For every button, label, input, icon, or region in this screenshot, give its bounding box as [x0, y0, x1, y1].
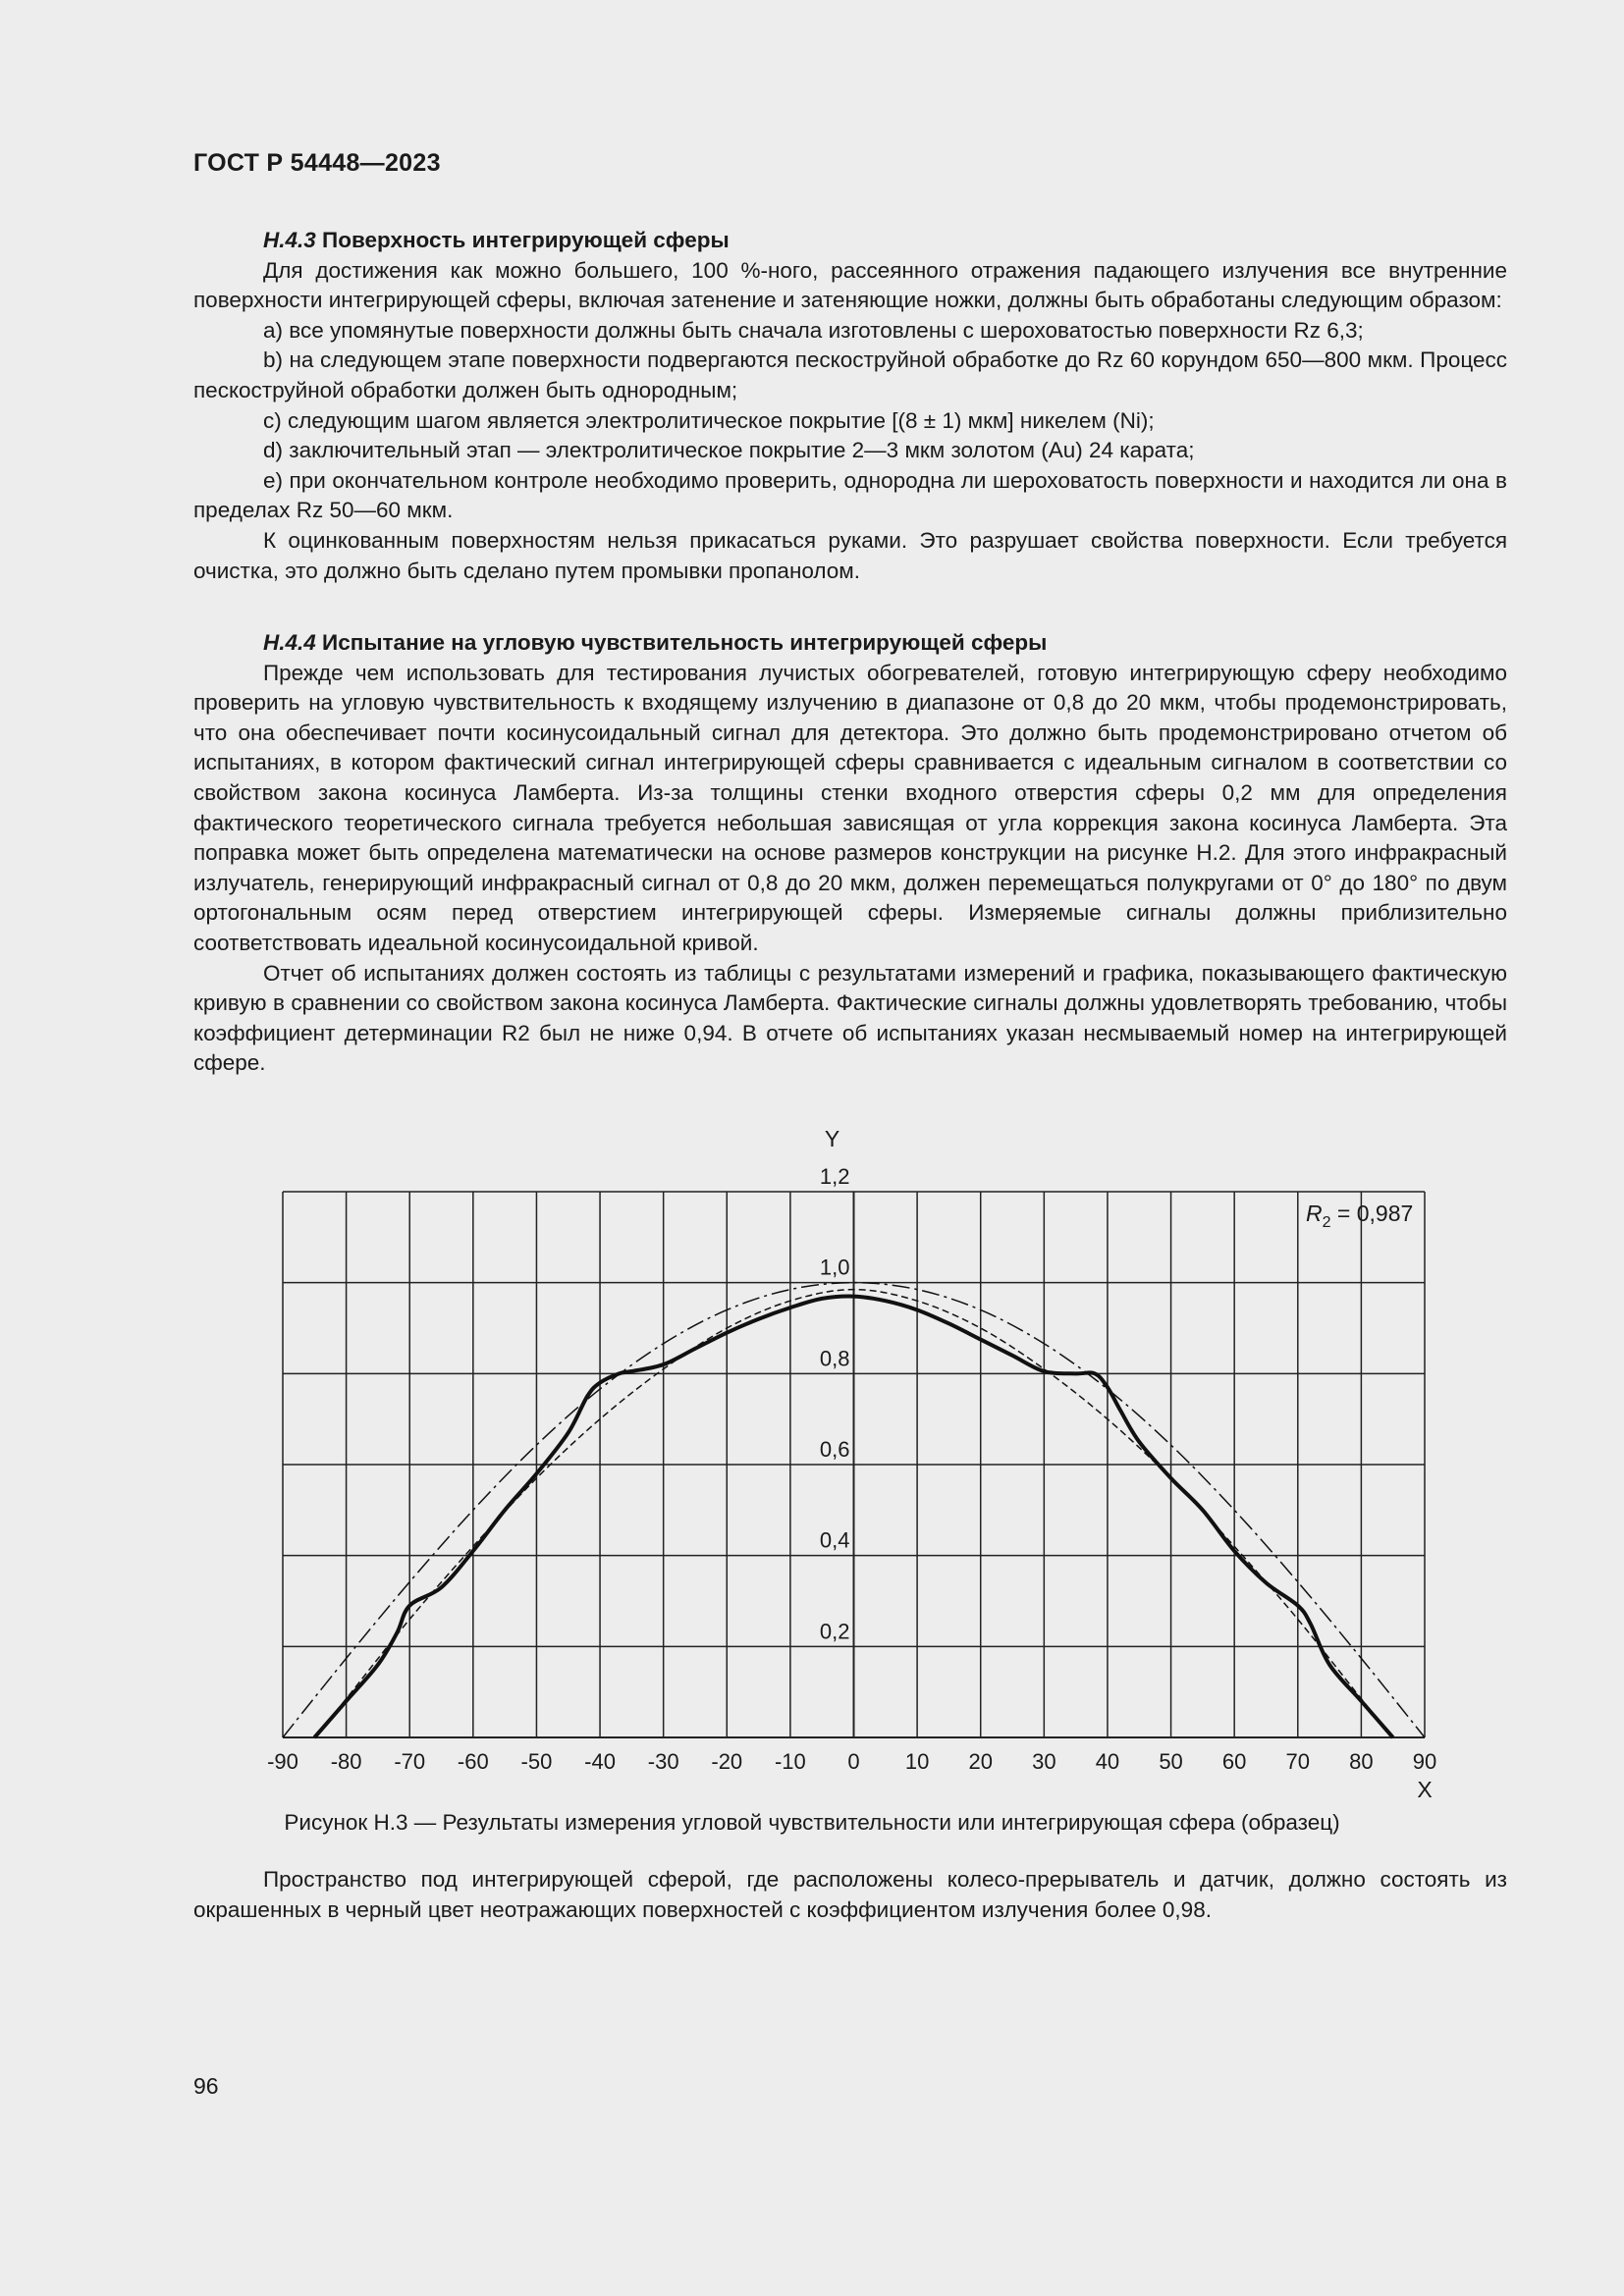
y-tick-label: 0,4 — [819, 1527, 850, 1553]
list-item: b) на следующем этапе поверхности подвергаются пескоструйной обработке до Rz 60 корундом 650—800 мкм. Процесс пескоструйной обработки должен быть однородным; — [193, 347, 1507, 402]
page-number: 96 — [193, 2073, 219, 2099]
paragraph: Пространство под интегрирующей сферой, где расположены колесо-прерыватель и датчик, должно состоять из окрашенных в черный цвет неотражающих поверхностей с коэффициентом излучения более 0,98. — [193, 1867, 1507, 1922]
figure-caption: Рисунок Н.3 — Результаты измерения угловой чувствительности или интегрирующая сфера (образец) — [284, 1810, 1340, 1835]
paragraph: Отчет об испытаниях должен состоять из таблицы с результатами измерений и графика, показывающего фактическую кривую в сравнении со свойством закона косинуса Ламберта. Фактические сигналы должны удовлетворять требованию, чтобы коэффициент детерминации R2 был не ниже 0,94. В отчете об испытаниях указан несмываемый номер на интегрирующей сфере. — [193, 960, 1507, 1076]
x-tick-label: 30 — [1032, 1749, 1056, 1774]
x-tick-label: -30 — [647, 1749, 679, 1774]
x-tick-label: 40 — [1095, 1749, 1120, 1774]
section-title: Испытание на угловую чувствительность интегрирующей сферы — [322, 630, 1048, 655]
x-tick-label: -80 — [330, 1749, 362, 1774]
section-title: Поверхность интегрирующей сферы — [322, 228, 730, 252]
x-tick-label: 0 — [847, 1749, 860, 1774]
x-tick-label: -90 — [267, 1749, 298, 1774]
y-axis-label: Y — [824, 1126, 840, 1151]
x-tick-label: 50 — [1159, 1749, 1183, 1774]
paragraph: Для достижения как можно большего, 100 %-ного, рассеянного отражения падающего излучения все внутренние поверхности интегрирующей сферы, включая затенение и затеняющие ножки, должны быть обработаны следующим образом: — [193, 257, 1507, 313]
x-tick-label: -10 — [774, 1749, 806, 1774]
list-item: e) при окончательном контроле необходимо проверить, однородна ли шероховатость поверхности и находится ли она в пределах Rz 50—60 мкм. — [193, 467, 1507, 523]
section-closing — [193, 1865, 1507, 1925]
x-tick-label: 70 — [1285, 1749, 1311, 1774]
x-tick-label: 20 — [968, 1749, 993, 1774]
x-axis-label: X — [1417, 1777, 1433, 1802]
x-tick-label: 80 — [1349, 1749, 1374, 1774]
document-header: ГОСТ Р 54448—2023 — [193, 149, 441, 177]
y-tick-label: 1,0 — [819, 1255, 850, 1280]
list-item: a) все упомянутые поверхности должны быть сначала изготовлены с шероховатостью поверхности Rz 6,3; — [263, 317, 1364, 343]
section-number: Н.4.4 — [263, 630, 316, 655]
y-tick-label: 0,8 — [819, 1346, 850, 1371]
x-tick-label: 90 — [1412, 1749, 1437, 1774]
x-tick-label: 10 — [904, 1749, 930, 1774]
x-tick-label: 60 — [1221, 1749, 1247, 1774]
y-tick-label: 1,2 — [819, 1164, 850, 1189]
x-tick-label: -20 — [711, 1749, 743, 1774]
list-item: d) заключительный этап — электролитическое покрытие 2—3 мкм золотом (Au) 24 карата; — [263, 438, 1195, 463]
x-tick-label: -40 — [584, 1749, 616, 1774]
x-tick-label: -50 — [520, 1749, 553, 1774]
y-tick-label: 0,6 — [819, 1437, 850, 1462]
x-tick-label: -70 — [394, 1749, 426, 1774]
section-number: Н.4.3 — [263, 228, 316, 252]
x-tick-label: -60 — [457, 1749, 489, 1774]
paragraph: К оцинкованным поверхностям нельзя прикасаться руками. Это разрушает свойства поверхности. Если требуется очистка, это должно быть сделано путем промывки пропанолом. — [193, 527, 1507, 583]
y-tick-label: 0,2 — [819, 1619, 850, 1644]
paragraph: Прежде чем использовать для тестирования лучистых обогревателей, готовую интегрирующую сферу необходимо проверить на угловую чувствительность к входящему излучению в диапазоне от 0,8 до 20 мкм, чтобы продемонстрировать, что она обеспечивает почти косинусоидальный сигнал для детектора. Это должно быть продемонстрировано отчетом об испытаниях, в котором фактический сигнал интегрирующей сферы сравнивается с идеальным сигналом в соответствии со свойством закона косинуса Ламберта. Из-за толщины стенки входного отверстия сферы 0,2 мм для определения фактического теоретического сигнала требуется небольшая зависящая от угла коррекция закона косинуса Ламберта. Эта поправка может быть определена математически на основе размеров конструкции на рисунке Н.2. Для этого инфракрасный излучатель, генерирующий инфракрасный сигнал от 0,8 до 20 мкм, должен перемещаться полукругами от 0° до 180° по двум ортогональным осям перед отверстием интегрирующей сферы. Измеряемые сигналы должны приблизительно соответствовать идеальной косинусоидальной кривой. — [193, 660, 1507, 955]
list-item: c) следующим шагом является электролитическое покрытие [(8 ± 1) мкм] никелем (Ni); — [263, 407, 1155, 433]
r2-annotation: $R_2 = 0,987$ — [1306, 1201, 1414, 1231]
